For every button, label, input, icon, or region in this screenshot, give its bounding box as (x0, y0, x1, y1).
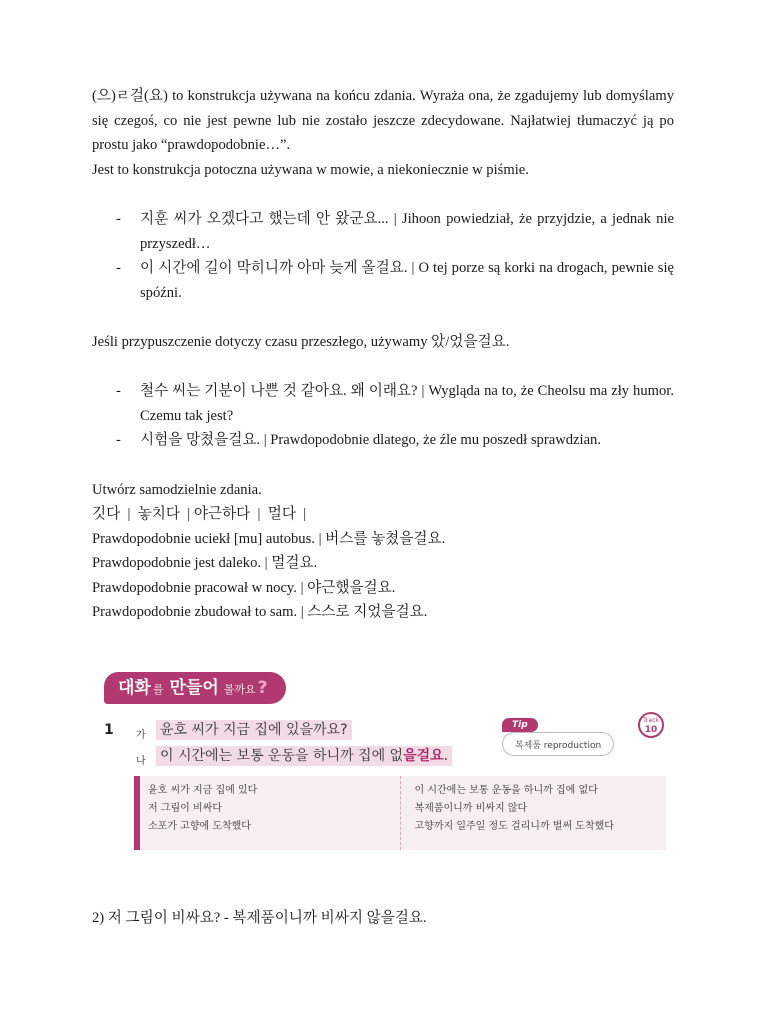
dialogue-line-a: 윤호 씨가 지금 집에 있을까요? (156, 720, 352, 740)
bullet-dash: - (116, 383, 121, 400)
response-column (400, 776, 667, 850)
example-text: 지훈 씨가 오겠다고 했는데 안 왔군요... | Jihoon powiedział, że przyjdzie, a jednak nie przyszedł… (140, 210, 674, 252)
bullet-dash: - (116, 432, 121, 449)
example-item (92, 207, 674, 256)
example-text: 시험을 망쳤을걸요. | Prawdopodobnie dlatego, że źle mu poszedł sprawdzian. (140, 432, 601, 449)
exercise-heading: Utwórz samodzielnie zdania. (92, 481, 262, 498)
title-question-mark: ? (257, 678, 268, 698)
answer-line: Prawdopodobnie jest daleko. | 멀걸요. (92, 555, 318, 572)
final-example: 2) 저 그림이 비싸요? - 복제품이니까 비싸지 않을걸요. (92, 910, 427, 926)
speaker-b-label: 나 (136, 756, 146, 767)
past-note: Jeśli przypuszczenie dotyczy czasu przeszłego, używamy 았/었을걸요. (92, 333, 510, 350)
dialogue-text: . (443, 748, 449, 764)
answer-line: Prawdopodobnie zbudował to sam. | 스스로 지었을걸요. (92, 604, 428, 621)
prompt-item: 소포가 고향에 도착했다 (148, 821, 251, 832)
prompt-item: 저 그림이 비싸다 (148, 803, 222, 814)
response-item: 복제품이니까 비싸지 않다 (414, 803, 528, 814)
textbook-excerpt-image (92, 662, 676, 870)
substitution-table (134, 776, 666, 850)
vocab-list: 깃다 | 놓치다 | 야근하다 | 멀다 | (92, 506, 307, 523)
grammar-highlight: 을걸요 (403, 748, 444, 764)
answer-line: Prawdopodobnie pracował w nocy. | 야근했을걸요. (92, 579, 396, 596)
title-part: 대화 (118, 678, 151, 698)
track-number: 10 (644, 725, 658, 735)
intro-paragraph: (으)ㄹ걸(요) to konstrukcja używana na końcu zdania. Wyraża ona, że zgadujemy lub domyślamy się czegoś, co nie jest pewne lub nie zostało jeszcze zdecydowane. Najłatwiej tłumaczyć ją po prostu jako “prawdopodobnie…”. (92, 88, 674, 154)
title-part: 볼까요 (223, 683, 256, 696)
example-text: 철수 씨는 기분이 나쁜 것 같아요. 왜 이래요? | Wygląda na to, że Cheolsu ma zły humor. Czemu tak jest? (140, 383, 674, 424)
example-item (92, 379, 674, 428)
example-item (92, 428, 674, 453)
document-body (92, 84, 674, 625)
audio-track-icon (638, 712, 664, 738)
dialogue-text: 이 시간에는 보통 운동을 하니까 집에 없 (160, 748, 404, 764)
prompt-item: 윤호 씨가 지금 집에 있다 (148, 785, 258, 796)
table-accent-bar (134, 776, 140, 850)
dialogue-number: 1 (104, 722, 114, 738)
tip-vocab-box: 복제품 reproduction (502, 732, 614, 756)
speaker-a-label: 가 (136, 730, 146, 741)
intro-note: Jest to konstrukcja potoczna używana w mowie, a niekoniecznie w piśmie. (92, 161, 529, 178)
tip-badge: Tip (502, 718, 538, 732)
bullet-dash: - (116, 210, 121, 227)
example-item (92, 256, 674, 305)
response-item: 고향까지 일주일 정도 걸리니까 벌써 도착했다 (414, 821, 614, 832)
bullet-dash: - (116, 260, 121, 277)
prompt-column (134, 776, 400, 850)
dialogue-line-b (156, 746, 452, 766)
textbook-section-title (104, 672, 286, 704)
title-part: 만들어 (169, 678, 219, 698)
answer-line: Prawdopodobnie uciekł [mu] autobus. | 버스를 놓쳤을걸요. (92, 530, 446, 547)
response-item: 이 시간에는 보통 운동을 하니까 집에 없다 (414, 785, 598, 796)
title-part: 를 (152, 683, 164, 696)
example-text: 이 시간에 길이 막히니까 아마 늦게 올걸요. | O tej porze są korki na drogach, pewnie się spóźni. (140, 260, 674, 301)
track-label: Track (643, 717, 659, 724)
